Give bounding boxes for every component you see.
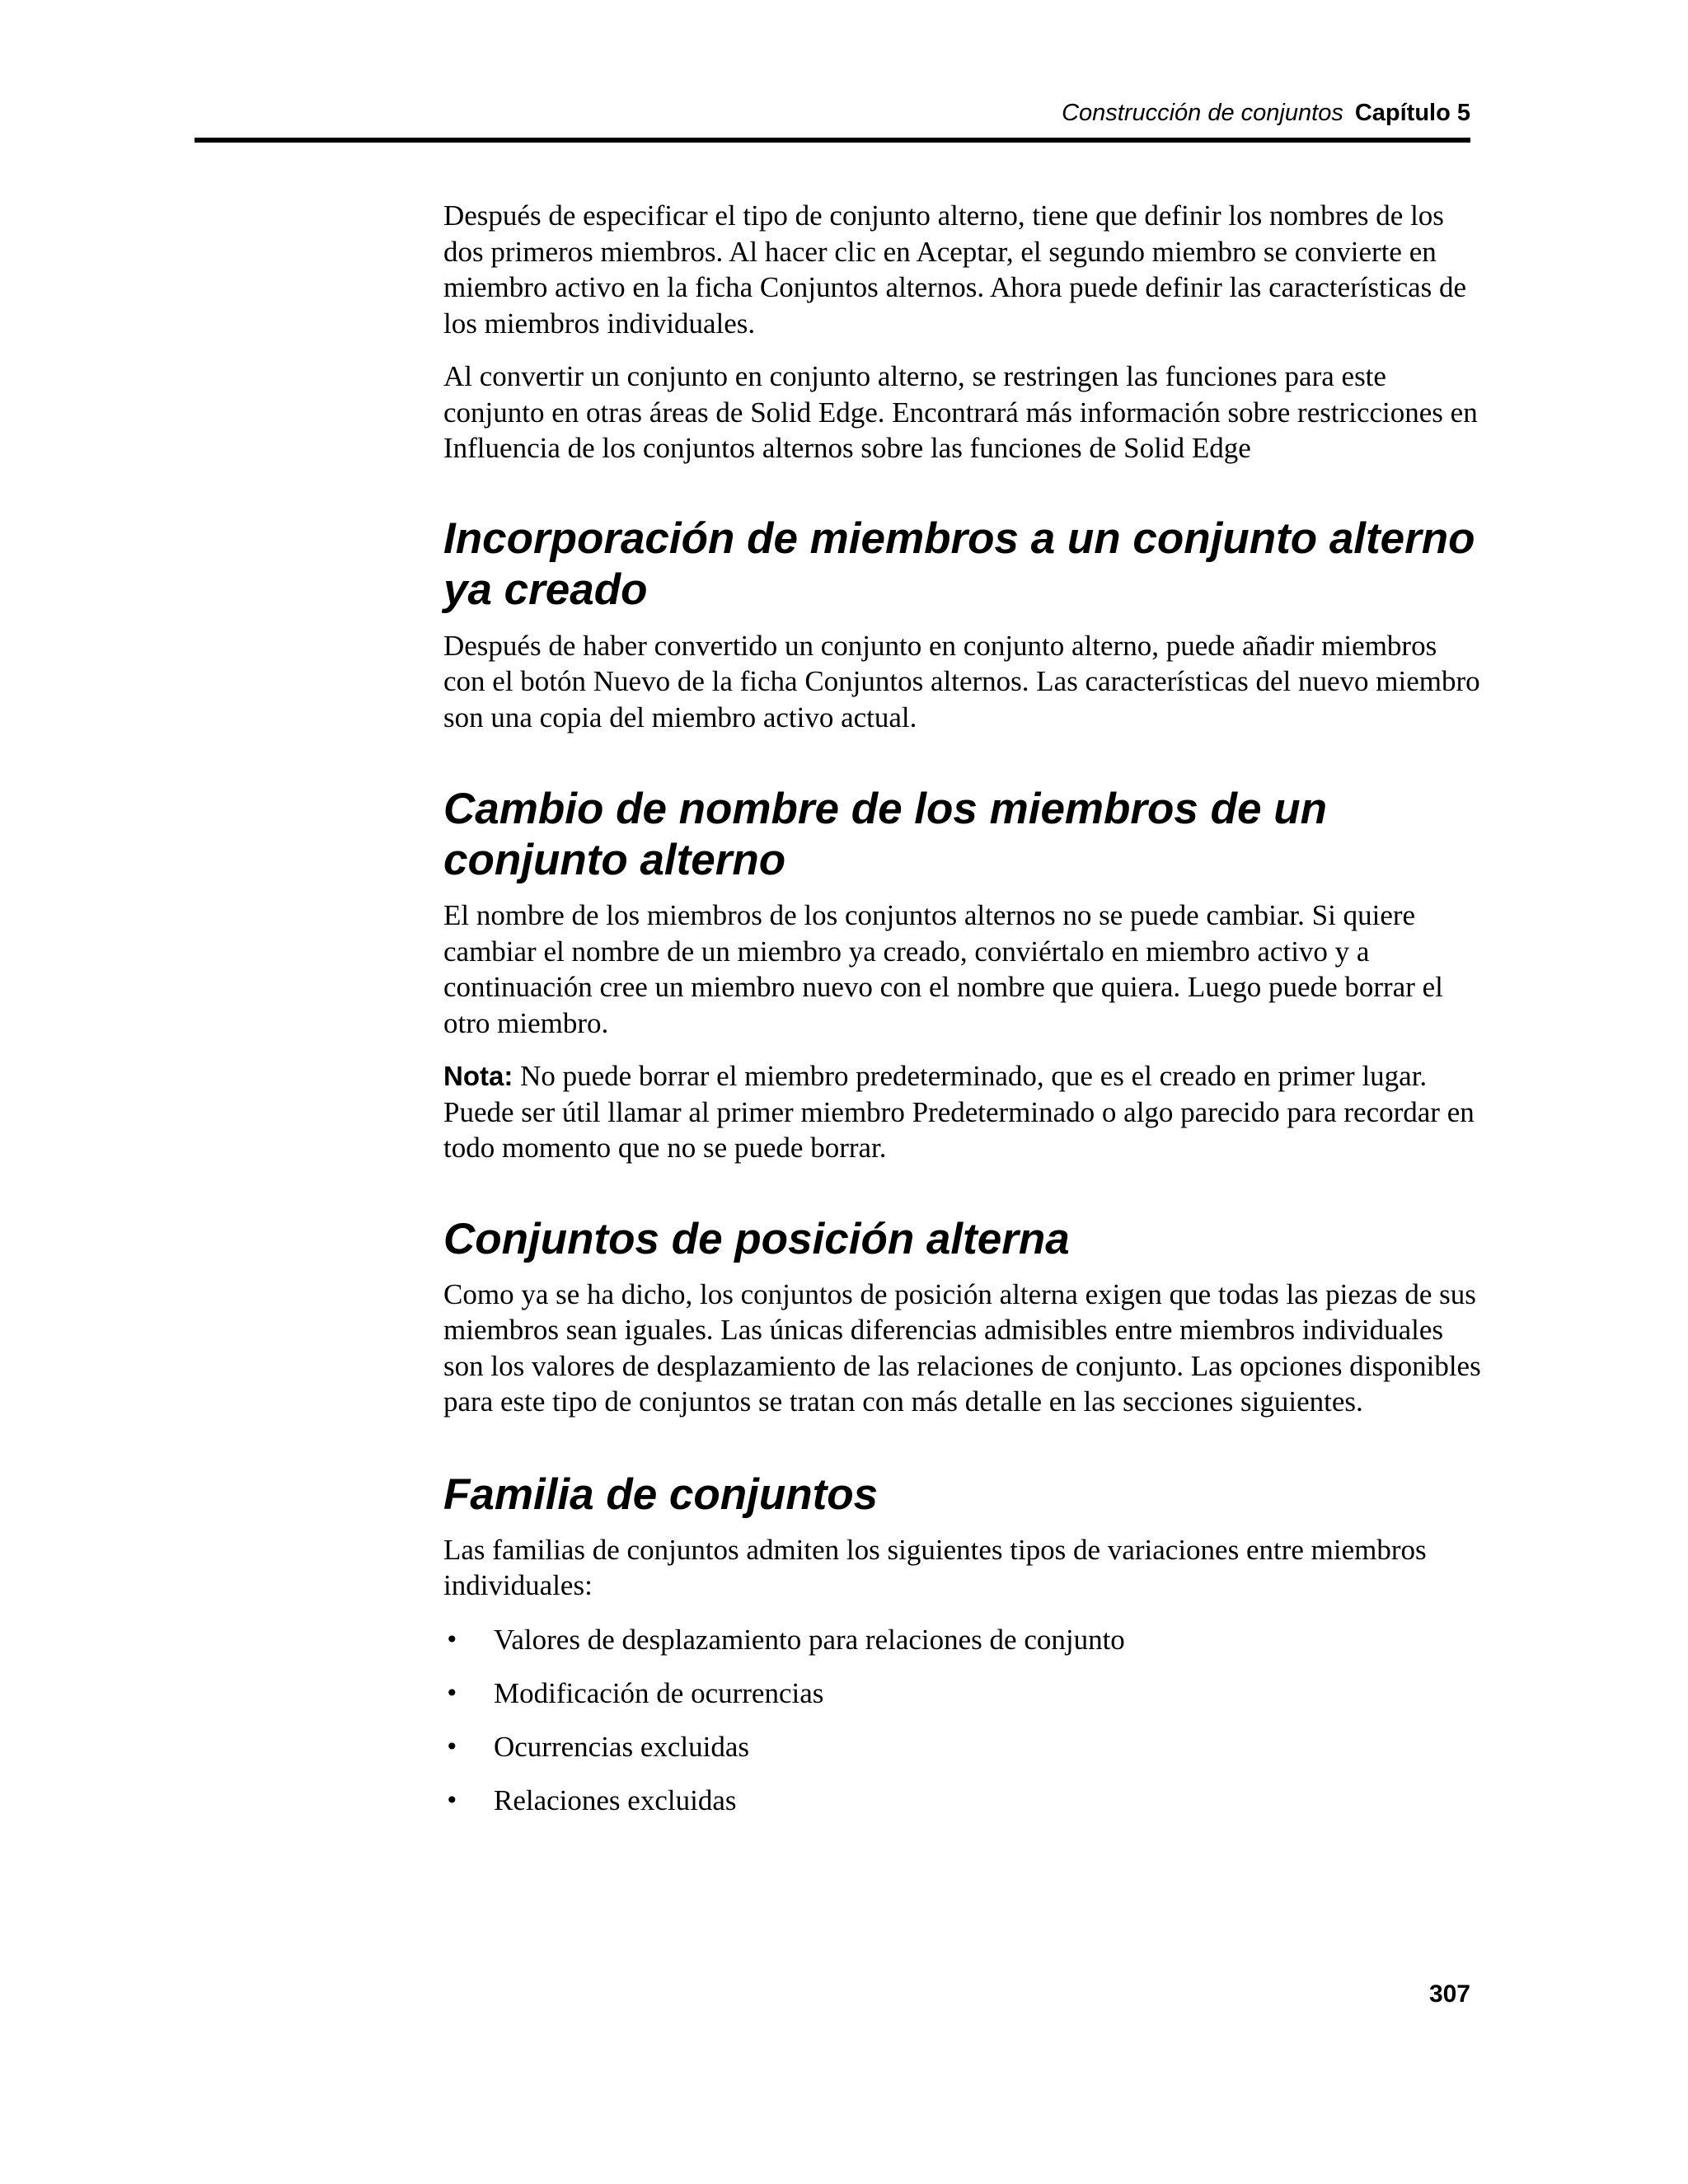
note-text: No puede borrar el miembro predeterminado, que es el creado en primer lugar. Puede ser útil llamar al primer miembro Predeterminado o algo parecido para recordar en todo momento que no se puede borrar. bbox=[443, 1060, 1475, 1164]
page-number: 307 bbox=[1428, 1980, 1470, 2008]
main-content bbox=[443, 198, 1482, 1836]
header-section-title: Construcción de conjuntos bbox=[1062, 100, 1343, 126]
list-item bbox=[443, 1675, 1482, 1729]
header-chapter-label: Capítulo 5 bbox=[1354, 100, 1470, 126]
list-item-text: Ocurrencias excluidas bbox=[494, 1730, 749, 1763]
intro-paragraph-2: Al convertir un conjunto en conjunto alterno, se restringen las funciones para este conjunto en otras áreas de Solid Edge. Encontrará más información sobre restricciones en Influencia de los conjuntos alternos sobre las funciones de Solid Edge bbox=[443, 360, 1478, 464]
heading-rename-members: Cambio de nombre de los miembros de un conjunto alterno bbox=[443, 785, 1327, 884]
header-divider bbox=[195, 138, 1470, 143]
running-header bbox=[195, 96, 1470, 129]
assembly-family-paragraph: Las familias de conjuntos admiten los siguientes tipos de variaciones entre miembros individuales: bbox=[443, 1533, 1427, 1601]
bullet-icon: • bbox=[445, 1732, 459, 1760]
bullet-icon: • bbox=[445, 1679, 459, 1707]
intro-paragraph-1: Después de especificar el tipo de conjunto alterno, tiene que definir los nombres de los dos primeros miembros. Al hacer clic en Aceptar, el segundo miembro se convierte en miembro activo en la ficha Conjuntos alternos. Ahora puede definir las características de los miembros individuales. bbox=[443, 199, 1467, 340]
heading-alternate-position: Conjuntos de posición alterna bbox=[443, 1214, 1070, 1263]
list-item bbox=[443, 1729, 1482, 1783]
variation-list bbox=[443, 1622, 1482, 1836]
bullet-icon: • bbox=[445, 1625, 459, 1653]
heading-add-members: Incorporación de miembros a un conjunto alterno ya creado bbox=[443, 513, 1475, 614]
bullet-icon: • bbox=[445, 1786, 459, 1814]
list-item bbox=[443, 1783, 1482, 1836]
note-label: Nota: bbox=[443, 1061, 513, 1091]
list-item bbox=[443, 1622, 1482, 1675]
add-members-paragraph: Después de haber convertido un conjunto en conjunto alterno, puede añadir miembros con el botón Nuevo de la ficha Conjuntos alternos. Las características del nuevo miembro son una copia del miembro activo actual. bbox=[443, 629, 1480, 733]
alternate-position-paragraph: Como ya se ha dicho, los conjuntos de posición alterna exigen que todas las piezas de sus miembros sean iguales. Las únicas diferencias admisibles entre miembros individuales son los valores de desplazamiento de las relaciones de conjunto. Las opciones disponibles para este tipo de conjuntos se tratan con más detalle en las secciones siguientes. bbox=[443, 1277, 1481, 1418]
heading-assembly-family: Familia de conjuntos bbox=[443, 1469, 879, 1519]
list-item-text: Valores de desplazamiento para relaciones de conjunto bbox=[494, 1623, 1125, 1656]
note-paragraph bbox=[443, 1058, 1482, 1166]
list-item-text: Modificación de ocurrencias bbox=[494, 1676, 824, 1709]
rename-members-paragraph: El nombre de los miembros de los conjuntos alternos no se puede cambiar. Si quiere cambiar el nombre de un miembro ya creado, conviértalo en miembro activo y a continuación cree un miembro nuevo con el nombre que quiera. Luego puede borrar el otro miembro. bbox=[443, 899, 1443, 1039]
list-item-text: Relaciones excluidas bbox=[494, 1783, 737, 1816]
